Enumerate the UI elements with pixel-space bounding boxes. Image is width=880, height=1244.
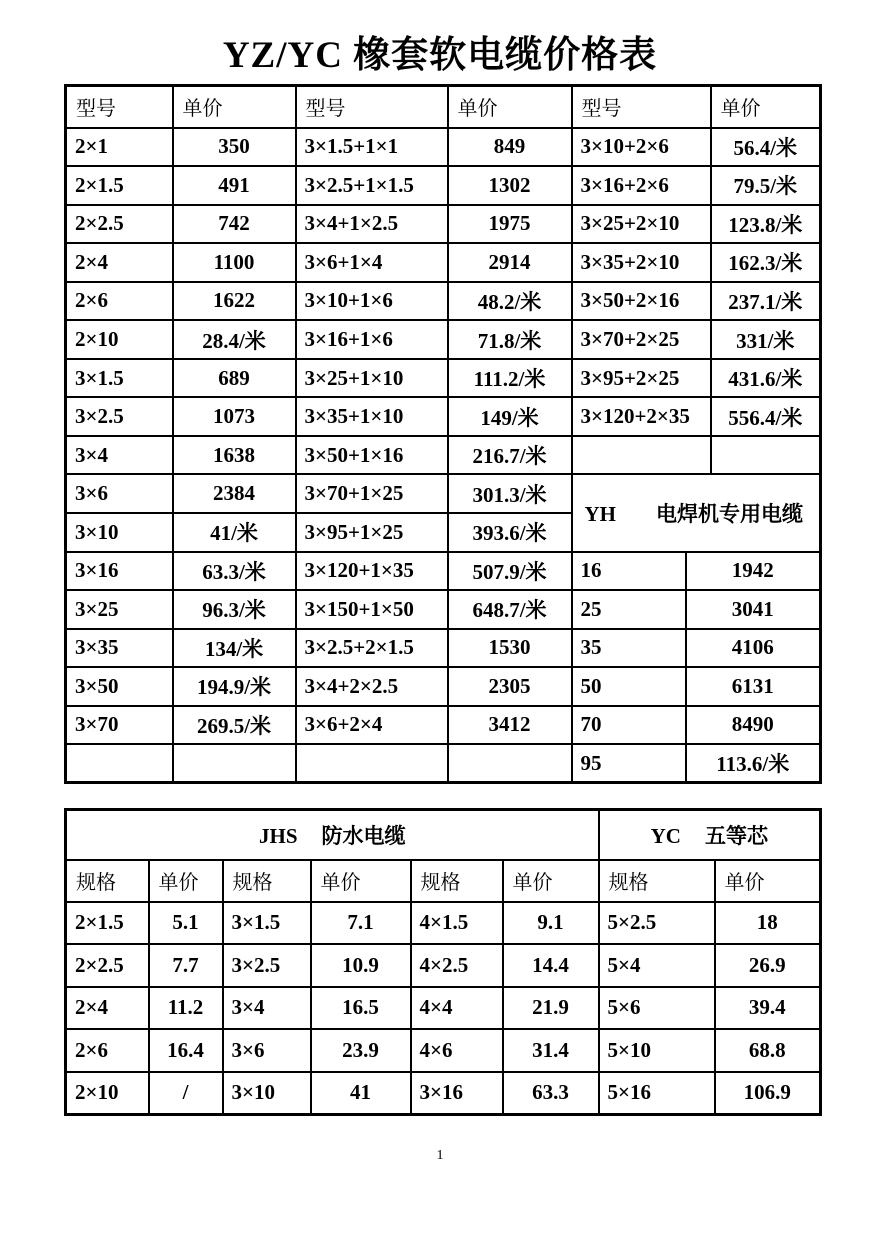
model-cell: 3×150+1×50 (296, 590, 448, 629)
spec-cell: 2×4 (66, 987, 149, 1030)
model-cell: 3×10+1×6 (296, 282, 448, 321)
price-cell: 26.9 (715, 944, 821, 987)
price-cell: 1638 (173, 436, 296, 475)
table-row (66, 166, 821, 205)
empty-cell (296, 744, 448, 783)
model-cell: 2×10 (66, 320, 173, 359)
spec-cell: 5×4 (599, 944, 715, 987)
model-cell: 3×6+2×4 (296, 706, 448, 745)
price-cell: 71.8/米 (448, 320, 572, 359)
column-header: 规格 (599, 860, 715, 902)
spec-cell: 3×1.5 (223, 902, 311, 945)
yc-name: 五等芯 (704, 823, 768, 848)
model-cell: 3×35+1×10 (296, 397, 448, 436)
price-cell: 31.4 (503, 1029, 599, 1072)
price-cell: 123.8/米 (711, 205, 821, 244)
price-cell: 7.1 (311, 902, 411, 945)
column-header: 单价 (503, 860, 599, 902)
price-cell: 68.8 (715, 1029, 821, 1072)
yh-size-cell: 25 (572, 590, 686, 629)
yh-size-cell: 70 (572, 706, 686, 745)
price-cell: 96.3/米 (173, 590, 296, 629)
price-cell: 350 (173, 128, 296, 167)
model-cell: 3×4+1×2.5 (296, 205, 448, 244)
column-header: 规格 (66, 860, 149, 902)
table-row (66, 205, 821, 244)
price-cell: 14.4 (503, 944, 599, 987)
model-cell: 3×16+2×6 (572, 166, 711, 205)
price-cell: / (149, 1072, 223, 1115)
price-cell: 194.9/米 (173, 667, 296, 706)
table-row (66, 282, 821, 321)
price-cell: 689 (173, 359, 296, 398)
yh-size-cell: 16 (572, 552, 686, 591)
model-cell: 3×70 (66, 706, 173, 745)
price-cell: 1530 (448, 629, 572, 668)
table-row (66, 243, 821, 282)
table-row (66, 944, 821, 987)
price-cell: 39.4 (715, 987, 821, 1030)
empty-cell (448, 744, 572, 783)
column-header: 型号 (572, 86, 711, 128)
table-row (66, 987, 821, 1030)
model-cell: 3×1.5+1×1 (296, 128, 448, 167)
table-row (66, 629, 821, 668)
model-cell: 3×95+1×25 (296, 513, 448, 552)
yzyc-price-table (64, 84, 822, 784)
column-header: 单价 (149, 860, 223, 902)
yh-size-cell: 95 (572, 744, 686, 783)
model-cell: 3×70+2×25 (572, 320, 711, 359)
price-cell: 431.6/米 (711, 359, 821, 398)
column-header: 单价 (311, 860, 411, 902)
spec-cell: 4×2.5 (411, 944, 503, 987)
table-row (66, 1029, 821, 1072)
model-cell: 3×10 (66, 513, 173, 552)
column-header: 单价 (715, 860, 821, 902)
table-row (66, 744, 821, 783)
spec-cell: 5×10 (599, 1029, 715, 1072)
price-cell: 7.7 (149, 944, 223, 987)
table-row (66, 474, 821, 513)
price-cell: 1622 (173, 282, 296, 321)
price-cell: 106.9 (715, 1072, 821, 1115)
table-header-row (66, 860, 821, 902)
price-cell: 1100 (173, 243, 296, 282)
spec-cell: 3×16 (411, 1072, 503, 1115)
model-cell: 3×2.5+1×1.5 (296, 166, 448, 205)
model-cell: 3×50+1×16 (296, 436, 448, 475)
price-cell: 331/米 (711, 320, 821, 359)
table-header-row (66, 86, 821, 128)
yh-price-cell: 1942 (686, 552, 821, 591)
price-cell: 2914 (448, 243, 572, 282)
jhs-yc-price-table (64, 808, 822, 1116)
price-cell: 3412 (448, 706, 572, 745)
column-header: 型号 (66, 86, 173, 128)
page-number: 1 (436, 1148, 444, 1163)
jhs-name: 防水电缆 (321, 823, 406, 848)
price-cell: 491 (173, 166, 296, 205)
model-cell: 3×50 (66, 667, 173, 706)
model-cell: 3×1.5 (66, 359, 173, 398)
yh-price-cell: 8490 (686, 706, 821, 745)
spec-cell: 2×2.5 (66, 944, 149, 987)
yh-price-cell: 3041 (686, 590, 821, 629)
spec-cell: 4×6 (411, 1029, 503, 1072)
price-cell: 507.9/米 (448, 552, 572, 591)
yc-code: YC (650, 823, 681, 848)
column-header: 单价 (448, 86, 572, 128)
price-cell: 216.7/米 (448, 436, 572, 475)
model-cell: 3×95+2×25 (572, 359, 711, 398)
table-row (66, 706, 821, 745)
jhs-code: JHS (259, 823, 298, 848)
spec-cell: 2×6 (66, 1029, 149, 1072)
spec-cell: 3×10 (223, 1072, 311, 1115)
price-cell: 41/米 (173, 513, 296, 552)
model-cell: 3×2.5+2×1.5 (296, 629, 448, 668)
spec-cell: 4×1.5 (411, 902, 503, 945)
price-cell: 556.4/米 (711, 397, 821, 436)
table-row (66, 359, 821, 398)
model-cell: 2×6 (66, 282, 173, 321)
spec-cell: 3×6 (223, 1029, 311, 1072)
yh-code: YH (584, 501, 616, 526)
model-cell: 3×4+2×2.5 (296, 667, 448, 706)
model-cell: 3×35+2×10 (572, 243, 711, 282)
table-row (66, 902, 821, 945)
model-cell: 3×6+1×4 (296, 243, 448, 282)
column-header: 型号 (296, 86, 448, 128)
yh-price-cell: 4106 (686, 629, 821, 668)
spec-cell: 2×1.5 (66, 902, 149, 945)
model-cell: 3×120+2×35 (572, 397, 711, 436)
price-cell: 41 (311, 1072, 411, 1115)
price-cell: 9.1 (503, 902, 599, 945)
price-cell: 2384 (173, 474, 296, 513)
price-cell: 63.3 (503, 1072, 599, 1115)
table-row (66, 436, 821, 475)
model-cell: 2×2.5 (66, 205, 173, 244)
price-cell: 23.9 (311, 1029, 411, 1072)
model-cell: 3×70+1×25 (296, 474, 448, 513)
empty-cell (711, 436, 821, 475)
table-row (66, 1072, 821, 1115)
table-row (66, 128, 821, 167)
price-cell: 134/米 (173, 629, 296, 668)
price-cell: 648.7/米 (448, 590, 572, 629)
price-cell: 849 (448, 128, 572, 167)
yh-price-cell: 113.6/米 (686, 744, 821, 783)
spec-cell: 5×16 (599, 1072, 715, 1115)
model-cell: 2×4 (66, 243, 173, 282)
page-title: YZ/YC 橡套软电缆价格表 (222, 35, 658, 76)
price-cell: 111.2/米 (448, 359, 572, 398)
model-cell: 3×2.5 (66, 397, 173, 436)
spec-cell: 3×4 (223, 987, 311, 1030)
empty-cell (66, 744, 173, 783)
price-cell: 10.9 (311, 944, 411, 987)
model-cell: 3×16+1×6 (296, 320, 448, 359)
model-cell: 3×120+1×35 (296, 552, 448, 591)
price-cell: 237.1/米 (711, 282, 821, 321)
model-cell: 2×1.5 (66, 166, 173, 205)
price-cell: 1073 (173, 397, 296, 436)
price-cell: 63.3/米 (173, 552, 296, 591)
yh-size-cell: 50 (572, 667, 686, 706)
price-cell: 269.5/米 (173, 706, 296, 745)
price-cell: 162.3/米 (711, 243, 821, 282)
model-cell: 2×1 (66, 128, 173, 167)
empty-cell (572, 436, 711, 475)
price-cell: 742 (173, 205, 296, 244)
model-cell: 3×16 (66, 552, 173, 591)
spec-cell: 5×6 (599, 987, 715, 1030)
price-cell: 16.5 (311, 987, 411, 1030)
section-header-row (66, 810, 821, 860)
price-cell: 16.4 (149, 1029, 223, 1072)
yh-name: 电焊机专用电缆 (656, 501, 803, 526)
table-row (66, 320, 821, 359)
yh-section-title (572, 474, 821, 551)
jhs-section-title (66, 810, 599, 860)
yh-size-cell: 35 (572, 629, 686, 668)
price-cell: 301.3/米 (448, 474, 572, 513)
model-cell: 3×10+2×6 (572, 128, 711, 167)
table-row (66, 397, 821, 436)
price-cell: 18 (715, 902, 821, 945)
empty-cell (173, 744, 296, 783)
price-cell: 2305 (448, 667, 572, 706)
price-cell: 149/米 (448, 397, 572, 436)
price-cell: 21.9 (503, 987, 599, 1030)
table-row (66, 667, 821, 706)
model-cell: 3×50+2×16 (572, 282, 711, 321)
price-cell: 56.4/米 (711, 128, 821, 167)
column-header: 规格 (411, 860, 503, 902)
model-cell: 3×25+2×10 (572, 205, 711, 244)
price-cell: 79.5/米 (711, 166, 821, 205)
spec-cell: 2×10 (66, 1072, 149, 1115)
model-cell: 3×25+1×10 (296, 359, 448, 398)
table-row (66, 590, 821, 629)
price-cell: 1302 (448, 166, 572, 205)
column-header: 单价 (711, 86, 821, 128)
model-cell: 3×25 (66, 590, 173, 629)
spec-cell: 3×2.5 (223, 944, 311, 987)
spec-cell: 4×4 (411, 987, 503, 1030)
table-row (66, 552, 821, 591)
price-cell: 393.6/米 (448, 513, 572, 552)
spec-cell: 5×2.5 (599, 902, 715, 945)
yc-section-title (599, 810, 821, 860)
model-cell: 3×35 (66, 629, 173, 668)
model-cell: 3×6 (66, 474, 173, 513)
price-cell: 1975 (448, 205, 572, 244)
column-header: 单价 (173, 86, 296, 128)
price-cell: 5.1 (149, 902, 223, 945)
price-cell: 48.2/米 (448, 282, 572, 321)
column-header: 规格 (223, 860, 311, 902)
price-cell: 28.4/米 (173, 320, 296, 359)
model-cell: 3×4 (66, 436, 173, 475)
yh-price-cell: 6131 (686, 667, 821, 706)
price-cell: 11.2 (149, 987, 223, 1030)
